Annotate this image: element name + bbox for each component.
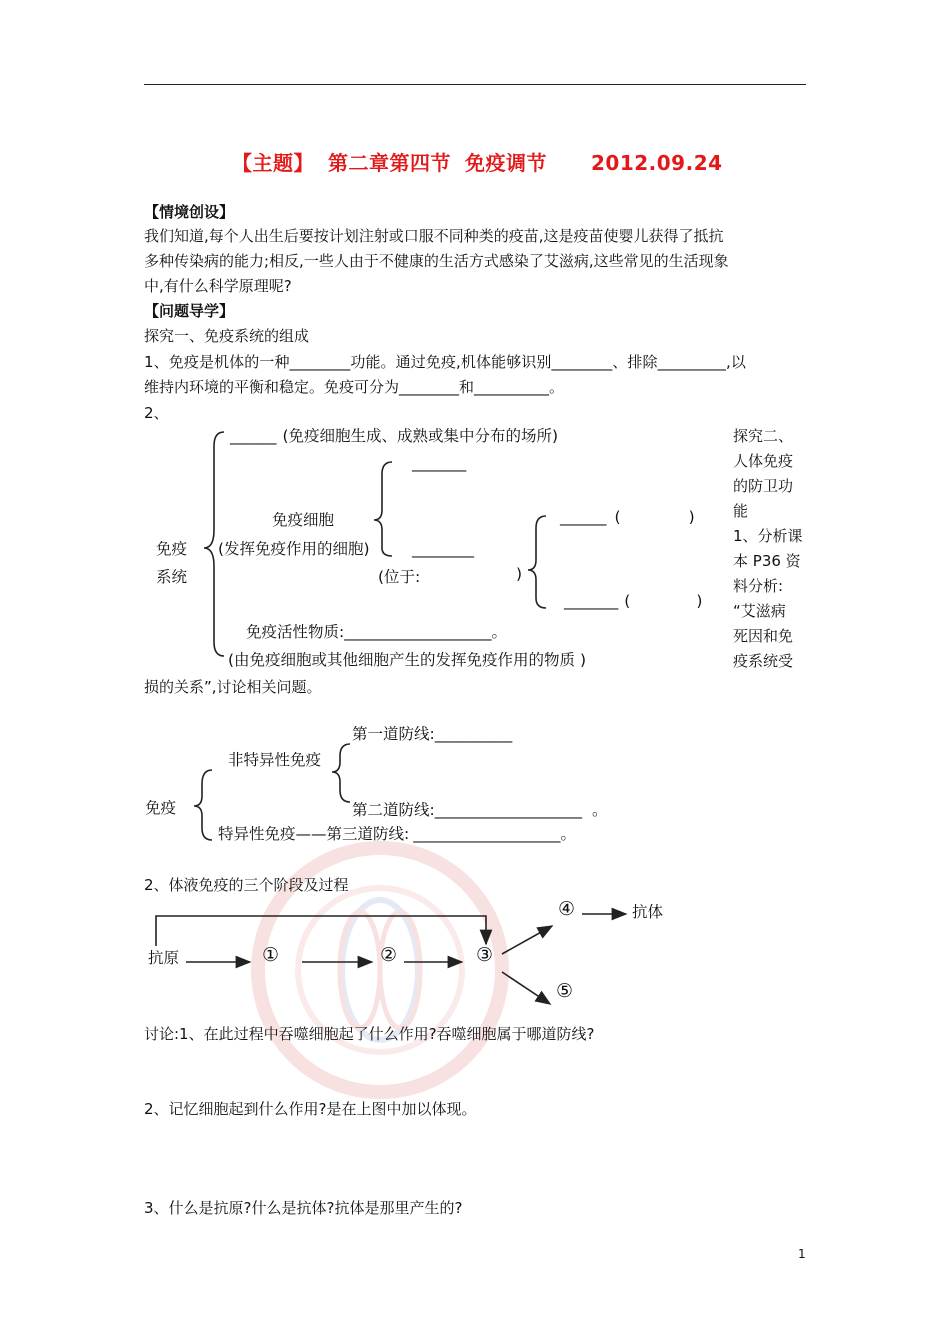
first-defense-blank: __________ <box>434 725 513 743</box>
specific-defense <box>218 822 576 844</box>
step-2: ② <box>380 944 398 966</box>
sidebar-line-8: “艾滋病 <box>733 602 786 620</box>
sidebar-line-4: 能 <box>733 502 749 520</box>
immune-cell-label: 免疫细胞 <box>272 511 335 529</box>
antigen-label: 抗原 <box>148 949 180 967</box>
system-label-1: 免疫 <box>156 540 188 558</box>
location-label: (位于: <box>378 568 421 586</box>
third-defense-blank: ___________________ <box>413 825 561 843</box>
discussion-q2: 2、记忆细胞起到什么作用?是在上图中加以体现。 <box>144 1100 477 1118</box>
humoral-heading: 2、体液免疫的三个阶段及过程 <box>144 876 349 894</box>
sub-paren-1-close: ) <box>688 508 695 526</box>
specific-defense-label: 特异性免疫——第三道防线: <box>218 825 410 843</box>
immunity-root: 免疫 <box>145 799 177 817</box>
active-substance-label: 免疫活性物质: <box>246 623 345 641</box>
situation-heading: 【情境创设】 <box>144 203 235 221</box>
sidebar-line-1: 探究二、 <box>733 427 794 445</box>
situation-line-2: 多种传染病的能力;相反,一些人由于不健康的生活方式感染了艾滋病,这些常见的生活现象 <box>144 252 729 270</box>
sidebar-line-5: 1、分析课 <box>733 527 803 545</box>
system-label-2: 系统 <box>156 568 188 586</box>
sub-paren-2-close: ) <box>696 592 703 610</box>
title-date: 2012.09.24 <box>591 151 723 175</box>
page-title <box>232 147 737 176</box>
discussion-q3: 3、什么是抗原?什么是抗体?抗体是那里产生的? <box>144 1199 463 1217</box>
sidebar-continuation: 损的关系”,讨论相关问题。 <box>144 678 322 696</box>
sidebar-line-6: 本 P36 资 <box>733 552 801 570</box>
title-tag: 【主题】 <box>232 151 314 175</box>
header-rule <box>144 84 806 85</box>
explore1-heading: 探究一、免疫系统的组成 <box>144 327 310 345</box>
active-substance-note: (由免疫细胞或其他细胞产生的发挥免疫作用的物质 ) <box>228 651 587 669</box>
third-defense-end: 。 <box>560 825 576 843</box>
second-defense-end: 。 <box>591 801 608 819</box>
sidebar-line-7: 料分析: <box>733 577 784 595</box>
second-defense-blank: ___________________ <box>434 801 582 819</box>
sub-blank-1: ______ <box>560 508 607 526</box>
active-substance <box>246 620 507 642</box>
guide-heading: 【问题导学】 <box>144 302 235 320</box>
step-5: ⑤ <box>556 980 574 1002</box>
cell-blank-1: _______ <box>412 454 467 472</box>
sidebar-line-3: 的防卫功 <box>733 477 794 495</box>
organ-blank <box>230 424 558 446</box>
sidebar-explore2 <box>733 424 807 674</box>
question-2-label: 2、 <box>144 404 169 422</box>
situation-paragraph <box>144 224 808 299</box>
question-1-line-2: 维持内环境的平衡和稳定。免疫可分为________和__________。 <box>144 378 565 396</box>
discussion-q1: 讨论:1、在此过程中吞噬细胞起了什么作用?吞噬细胞属于哪道防线? <box>144 1025 595 1043</box>
organ-note: (免疫细胞生成、成熟或集中分布的场所) <box>282 427 559 445</box>
immune-cell-note: (发挥免疫作用的细胞) <box>218 540 370 558</box>
location-close: ) <box>516 565 523 583</box>
sidebar-line-10: 疫系统受 <box>733 652 794 670</box>
situation-line-1: 我们知道,每个人出生后要按计划注射或口服不同种类的疫苗,这是疫苗使婴儿获得了抵抗 <box>144 227 724 245</box>
step-1: ① <box>262 944 280 966</box>
second-defense-label: 第二道防线: <box>352 801 435 819</box>
page-number: 1 <box>798 1247 806 1261</box>
sub-cell-blank-1 <box>560 508 695 526</box>
active-substance-end: 。 <box>491 623 507 641</box>
first-defense-label: 第一道防线: <box>352 725 435 743</box>
organ-blank-line: ______ <box>230 427 277 445</box>
nonspecific-label: 非特异性免疫 <box>228 751 322 769</box>
second-defense <box>352 798 608 820</box>
active-substance-blank: ___________________ <box>344 623 492 641</box>
title-topic: 免疫调节 <box>465 151 547 175</box>
situation-line-3: 中,有什么科学原理呢? <box>144 277 292 295</box>
step-3: ③ <box>476 944 494 966</box>
step-4: ④ <box>558 898 576 920</box>
sub-paren-2-open: ( <box>624 592 631 610</box>
question-1-line-1: 1、免疫是机体的一种________功能。通过免疫,机体能够识别________、排除_________,以 <box>144 353 746 371</box>
sub-blank-2: _______ <box>564 592 619 610</box>
cell-blank-2: ________ <box>412 540 474 558</box>
sidebar-line-2: 人体免疫 <box>733 452 794 470</box>
sub-paren-1-open: ( <box>614 508 621 526</box>
sidebar-line-9: 死因和免 <box>733 627 794 645</box>
sub-cell-blank-2 <box>564 592 702 610</box>
first-defense <box>352 722 512 744</box>
antibody-label: 抗体 <box>632 903 664 921</box>
title-chapter: 第二章第四节 <box>328 151 451 175</box>
